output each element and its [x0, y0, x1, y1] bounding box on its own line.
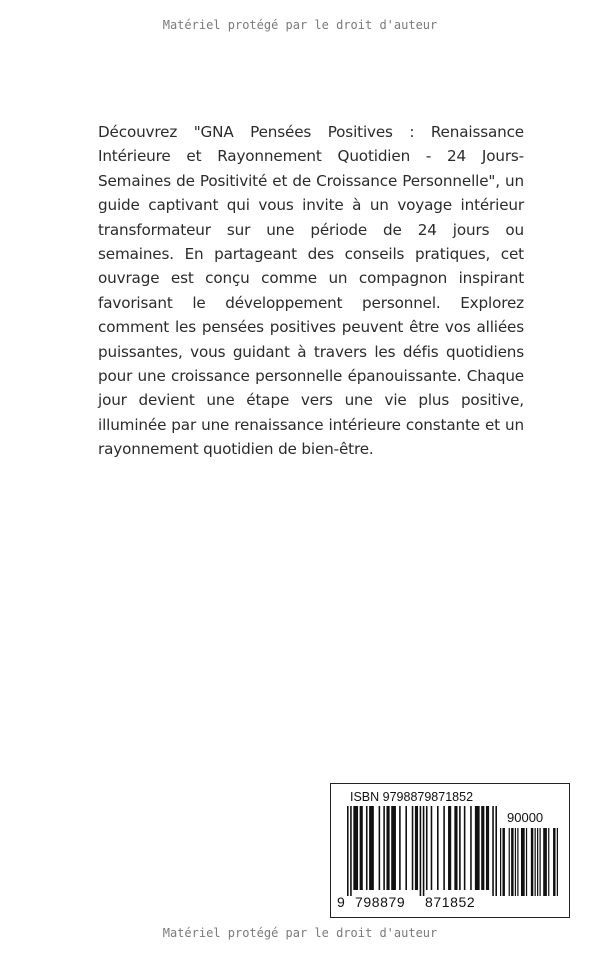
barcode-bar: [464, 806, 466, 890]
barcode-bar: [353, 806, 358, 890]
addon-barcode-bar: [502, 828, 504, 896]
addon-barcode-bar: [553, 828, 555, 896]
barcode-bar: [495, 806, 497, 896]
ean13-barcode-bars: [347, 806, 497, 896]
addon-barcode-bar: [515, 828, 516, 896]
isbn-barcode-box: [330, 783, 570, 918]
price-code: 90000: [507, 810, 544, 825]
addon-barcode-bar: [543, 828, 547, 896]
barcode-bar: [386, 806, 389, 890]
addon-barcode-bar: [535, 828, 536, 896]
addon-barcode-bar: [500, 828, 501, 896]
barcode-bar: [443, 806, 445, 890]
barcode-bar: [470, 806, 472, 890]
addon-barcode-bar: [537, 828, 538, 896]
barcode-bar: [448, 806, 451, 890]
barcode-bar: [454, 806, 457, 890]
barcode-bar: [360, 806, 363, 890]
barcode-bar: [405, 806, 407, 890]
addon-barcode-bar: [521, 828, 525, 896]
back-cover-description: Découvrez "GNA Pensées Positives : Renaissance Intérieure et Rayonnement Quotidien - 24 Jours-Semaines de Positivité et de Croissance Personnelle", un guide captivant qui vous invite à un voyage intérieur transformateur sur une période de 24 jours ou semaines. En partageant des conseils pratiques, cet ouvrage est conçu comme un compagnon inspirant favorisant le développement personnel. Explorez comment les pensées positives peuvent être vos alliées puissantes, vous guidant à travers les défis quotidiens pour une croissance personnelle épanouissante. Chaque jour devient une étape vers une vie plus positive, illuminée par une renaissance intérieure constante et un rayonnement quotidien de bien-être.: [98, 123, 524, 459]
barcode-bar: [412, 806, 414, 890]
barcode-digits-right: 871852: [425, 894, 476, 910]
barcode-bar: [426, 806, 428, 890]
copyright-watermark-top: Matériel protégé par le droit d'auteur: [162, 18, 438, 32]
barcode-bar: [383, 806, 385, 890]
barcode-bar: [415, 806, 418, 890]
addon-barcode-bar: [511, 828, 513, 896]
barcode-bar: [423, 806, 425, 896]
barcode-bar: [492, 806, 494, 896]
barcode-bar: [350, 806, 352, 896]
barcode-bar: [420, 806, 422, 896]
barcode-bar: [431, 806, 433, 890]
barcode-digits-left: 798879: [355, 894, 406, 910]
addon-barcode-bar: [509, 828, 510, 896]
addon-barcode-bar: [557, 828, 558, 896]
price-addon-barcode-bars: [500, 828, 558, 896]
barcode-bar: [379, 806, 381, 890]
barcode-bar: [437, 806, 439, 890]
barcode-bar: [366, 806, 368, 890]
barcode-bar: [369, 806, 374, 890]
barcode-bar: [399, 806, 401, 890]
barcode-bar: [475, 806, 480, 890]
addon-barcode-bar: [531, 828, 533, 896]
addon-barcode-bar: [548, 828, 549, 896]
addon-barcode-bar: [539, 828, 540, 896]
barcode-bar: [486, 806, 489, 890]
barcode-bar: [391, 806, 396, 890]
isbn-label: ISBN 9798879871852: [350, 790, 474, 804]
copyright-watermark-bottom: Matériel protégé par le droit d'auteur: [162, 926, 438, 940]
barcode-bar: [347, 806, 349, 896]
addon-barcode-bar: [526, 828, 527, 896]
barcode-digit-first: 9: [337, 894, 345, 910]
addon-barcode-bar: [517, 828, 518, 896]
barcode-bar: [481, 806, 484, 890]
barcode-bar: [459, 806, 461, 890]
